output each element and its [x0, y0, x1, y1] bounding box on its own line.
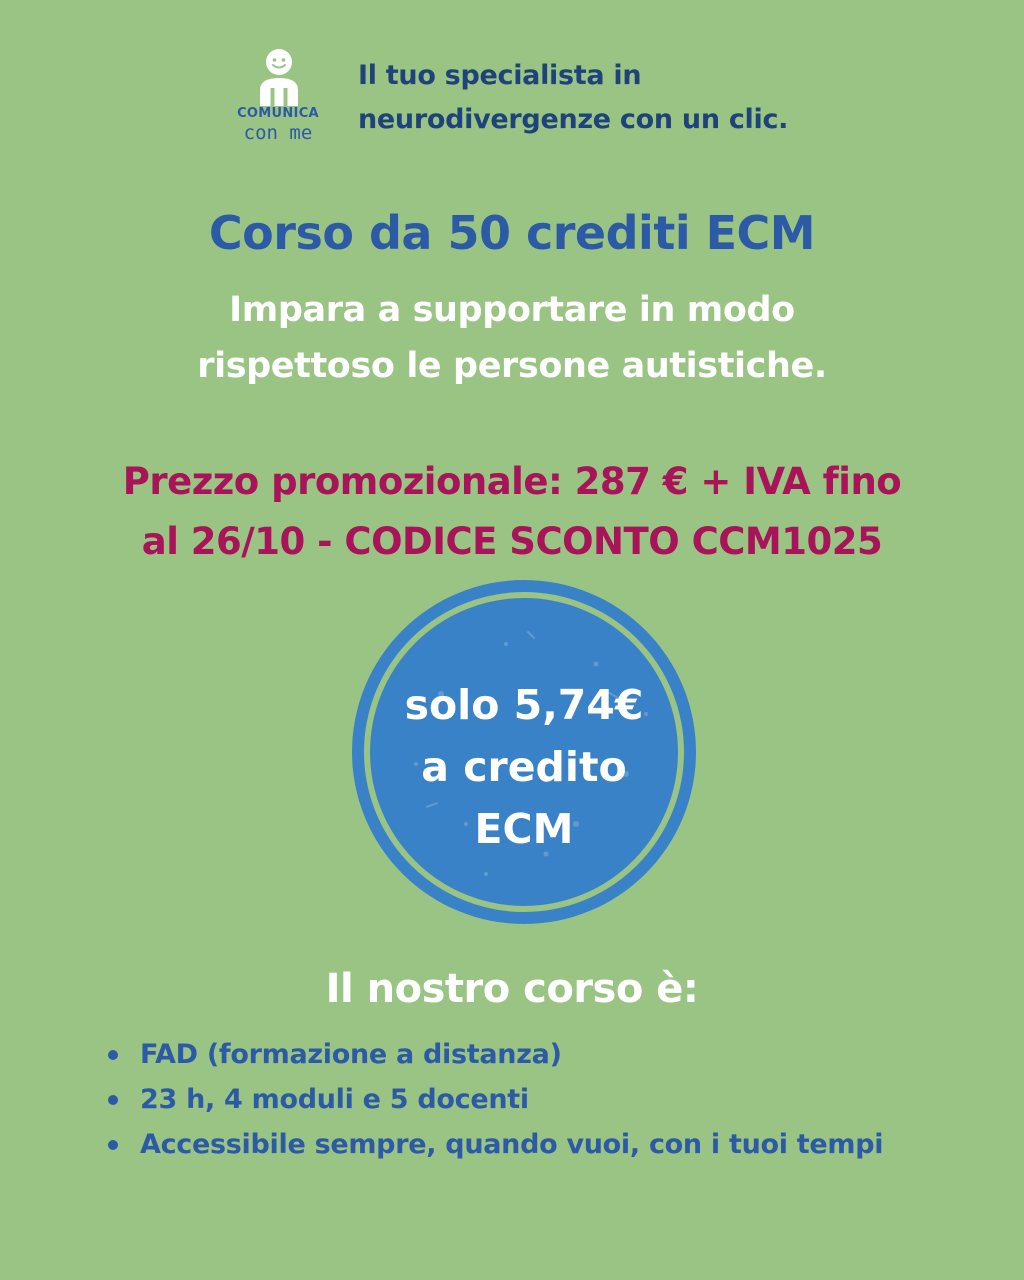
tagline-line-2: neurodivergenze con un clic. — [358, 104, 789, 135]
feature-text: 23 h, 4 moduli e 5 docenti — [140, 1084, 529, 1115]
badge-line-2: a credito — [421, 743, 627, 791]
badge-line-1: solo 5,74€ — [404, 681, 644, 729]
promo-price — [0, 452, 1024, 572]
course-subtitle — [0, 282, 1024, 394]
feature-text: Accessibile sempre, quando vuoi, con i tuoi tempi — [140, 1129, 884, 1160]
list-item — [108, 1032, 883, 1077]
bullet-icon — [108, 1050, 118, 1060]
promo-line-2: al 26/10 - CODICE SCONTO CCM1025 — [141, 520, 883, 563]
features-title: Il nostro corso è: — [325, 966, 699, 1012]
subtitle-line-2: rispettoso le persone autistiche. — [197, 346, 827, 386]
list-item — [108, 1122, 883, 1167]
course-title: Corso da 50 crediti ECM — [208, 206, 816, 260]
header — [228, 48, 788, 148]
promo-line-1: Prezzo promozionale: 287 € + IVA fino — [122, 460, 902, 503]
badge-line-3: ECM — [474, 805, 574, 853]
logo-text-comunica: COMUNICA — [237, 106, 319, 121]
badge-text — [346, 674, 702, 860]
tagline — [358, 54, 788, 142]
logo-text-con-me: con me — [243, 122, 313, 144]
person-icon — [256, 48, 302, 106]
price-badge — [346, 574, 702, 930]
features-list — [108, 1032, 883, 1167]
logo — [228, 48, 340, 148]
subtitle-line-1: Impara a supportare in modo — [229, 290, 795, 330]
feature-text: FAD (formazione a distanza) — [140, 1039, 562, 1070]
list-item — [108, 1077, 883, 1122]
bullet-icon — [108, 1140, 118, 1150]
bullet-icon — [108, 1095, 118, 1105]
tagline-line-1: Il tuo specialista in — [358, 60, 642, 91]
